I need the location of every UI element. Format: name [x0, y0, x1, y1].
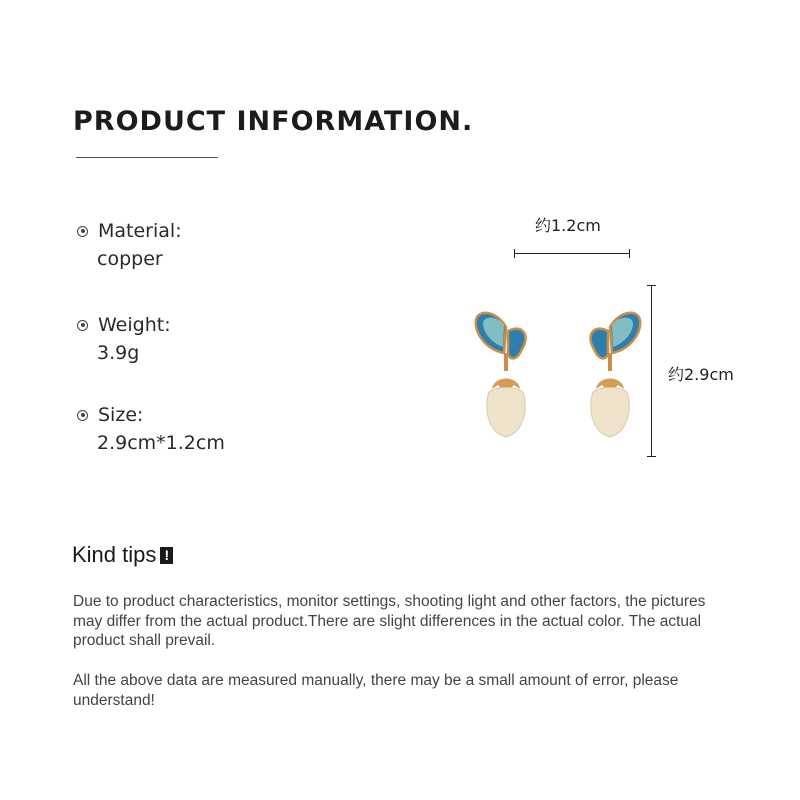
- spec-value: copper: [97, 248, 163, 270]
- title-divider: [76, 157, 218, 158]
- spec-value: 3.9g: [97, 342, 140, 364]
- spec-label: Material:: [98, 220, 182, 242]
- spec-label: Size:: [98, 404, 144, 426]
- bullet-icon: [77, 226, 88, 237]
- spec-value: 2.9cm*1.2cm: [97, 432, 225, 454]
- width-dimension-label: 约1.2cm: [535, 216, 601, 235]
- disclaimer-paragraph: Due to product characteristics, monitor settings, shooting light and other factors, the pictures may differ from the actual product.There are slight differences in the actual color. The actual product shall prevail.: [73, 593, 706, 649]
- earring-right-image: [570, 305, 650, 445]
- bullet-icon: [77, 320, 88, 331]
- kind-tips-heading: [72, 542, 173, 568]
- spec-weight: [76, 314, 171, 364]
- spec-label: Weight:: [98, 314, 171, 336]
- earring-left-image: [466, 305, 546, 445]
- spec-size: [76, 404, 225, 454]
- warning-icon: !: [160, 547, 173, 564]
- spec-material: [76, 220, 182, 270]
- height-dimension-label: 约2.9cm: [668, 365, 734, 384]
- bullet-icon: [77, 410, 88, 421]
- measurement-note-paragraph: All the above data are measured manually, there may be a small amount of error, please understand!: [73, 672, 679, 709]
- page-title: PRODUCT INFORMATION.: [73, 106, 474, 137]
- height-dimension-line: [651, 285, 652, 457]
- kind-tips-title: Kind tips: [72, 542, 157, 567]
- width-dimension-line: [514, 253, 630, 254]
